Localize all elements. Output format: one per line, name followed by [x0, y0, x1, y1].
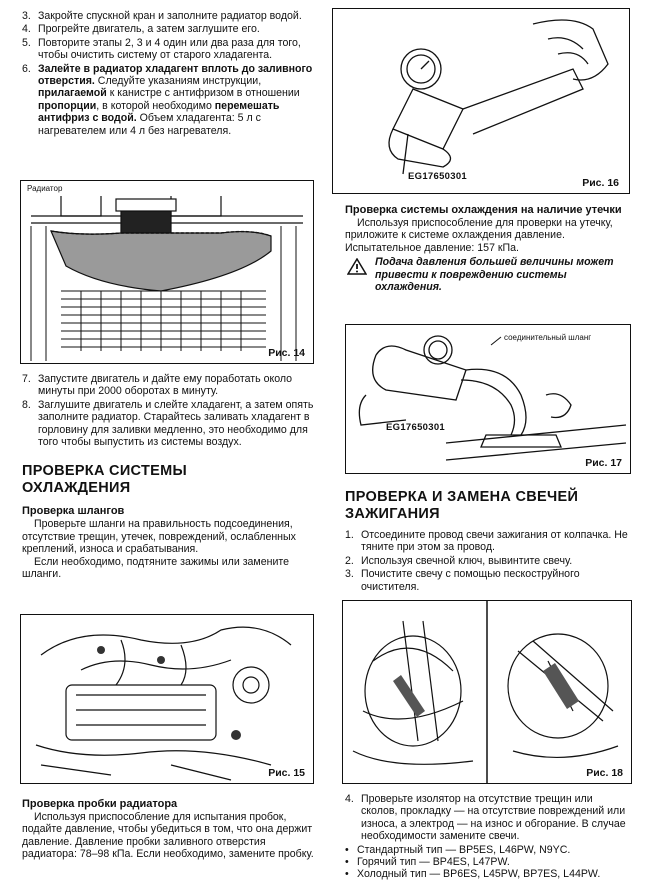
- plug-step-2: 2. Используя свечной ключ, вывинтите свечу.: [345, 554, 573, 567]
- figure-17-code: EG17650301: [386, 422, 445, 433]
- figure-14-label: Радиатор: [27, 184, 63, 193]
- step-4: 4. Прогрейте двигатель, а затем заглушите его.: [22, 23, 260, 36]
- hoses-check-text: Проверьте шланги на правильность подсоединения, отсутствие трещин, утечек, повреждений, ослабленных креплений, износа и срабатывания.: [22, 518, 296, 556]
- figure-18-caption: Рис. 18: [586, 767, 623, 779]
- figure-16-code: EG17650301: [408, 171, 467, 182]
- figure-16-tester: [332, 8, 630, 194]
- section-title-spark-plugs: ПРОВЕРКА И ЗАМЕНА СВЕЧЕЙ ЗАЖИГАНИЯ: [345, 489, 579, 522]
- step-8: 8. Заглушите двигатель и слейте хладагент, а затем опять заполните радиатор. Старайтесь заливать хладагент в горловину для заливки медленно, это необходимо для того чтобы выпустить из системы воздух.: [22, 398, 314, 449]
- figure-15-caption: Рис. 15: [268, 767, 305, 779]
- plug-step-4: 4. Проверьте изолятор на отсутствие трещин или сколов, прокладку — на отсутствие повреждений или износа, а электрод — на износ и обгорание. В случае необходимости замените свечи.: [345, 793, 626, 843]
- engine-illustration: [21, 615, 313, 783]
- hoses-check-title: Проверка шлангов: [22, 505, 125, 518]
- left-column: [22, 10, 314, 138]
- hoses-replace-text: Если необходимо, подтяните зажимы или замените шланги.: [22, 555, 290, 581]
- right-column-mid: [345, 489, 628, 594]
- step-7: 7. Запустите двигатель и дайте ему поработать около минуты при 2000 оборотах в минуту.: [22, 373, 293, 398]
- step-5: 5. Повторите этапы 2, 3 и 4 один или два раза для того, чтобы очистить систему от старого хладагента.: [22, 36, 301, 62]
- radiator-cap-text: Используя приспособление для испытания пробок, подайте давление, чтобы убедиться в том, что она держит давление. Давление пробки заливного отверстия радиатора: 78–98 кПа. Если необходимо, замените пробку.: [22, 811, 314, 861]
- section-title-cooling: ПРОВЕРКА СИСТЕМЫ ОХЛАЖДЕНИЯ: [22, 463, 187, 497]
- plug-type-cold: • Холодный тип — BP6ES, L45PW, BP7ES, L44PW.: [345, 868, 601, 881]
- right-column-top: [345, 204, 628, 293]
- warning-note: Подача давления большей величины может привести к повреждению системы охлаждения.: [345, 256, 628, 293]
- tester-illustration: [333, 9, 629, 193]
- figure-17-hose-tester: [345, 324, 631, 474]
- plug-step-3: 3. Почистите свечу с помощью пескоструйного очистителя.: [345, 568, 580, 593]
- warning-icon: [347, 258, 367, 278]
- radiator-cap-title: Проверка пробки радиатора: [22, 798, 178, 810]
- step-3: 3. Закройте спускной кран и заполните радиатор водой.: [22, 10, 302, 22]
- spark-plug-illustration: [343, 601, 631, 783]
- plug-type-hot: • Горячий тип — BP4ES, L47PW.: [345, 856, 510, 869]
- left-column-mid: [22, 373, 314, 580]
- leak-check-text: Используя приспособление для проверки на утечку, приложите к системе охлаждения давление. Испытательное давление: 157 кПа.: [345, 217, 613, 254]
- connecting-hose-label: соединительный шланг: [504, 333, 592, 342]
- figure-14-caption: Рис. 14: [268, 347, 305, 359]
- figure-16-caption: Рис. 16: [582, 177, 619, 189]
- leak-check-title: Проверка системы охлаждения на наличие утечки: [345, 204, 622, 216]
- figure-15-engine: [20, 614, 314, 784]
- plug-step-1: 1. Отсоедините провод свечи зажигания от колпачка. Не тяните при этом за провод.: [345, 529, 628, 554]
- hose-tester-illustration: [346, 325, 630, 473]
- right-column-bottom: [345, 793, 628, 881]
- radiator-illustration: [21, 181, 313, 363]
- figure-17-caption: Рис. 17: [585, 457, 622, 469]
- figure-14-radiator: [20, 180, 314, 364]
- figure-18-spark-plug-removal: [342, 600, 632, 784]
- plug-type-standard: • Стандартный тип — BP5ES, L46PW, N9YC.: [345, 843, 571, 856]
- left-column-bottom: [22, 798, 314, 861]
- step-6: 6. Залейте в радиатор хладагент вплоть до заливного отверстия. Следуйте указаниям инструкции, прилагаемой к канистре с антифризом в отношении пропорции, в которой необходимо перемешать антифриз с водой. Объем хладагента: 5 л с нагревателем или 4 л без нагревателя.: [22, 62, 313, 137]
